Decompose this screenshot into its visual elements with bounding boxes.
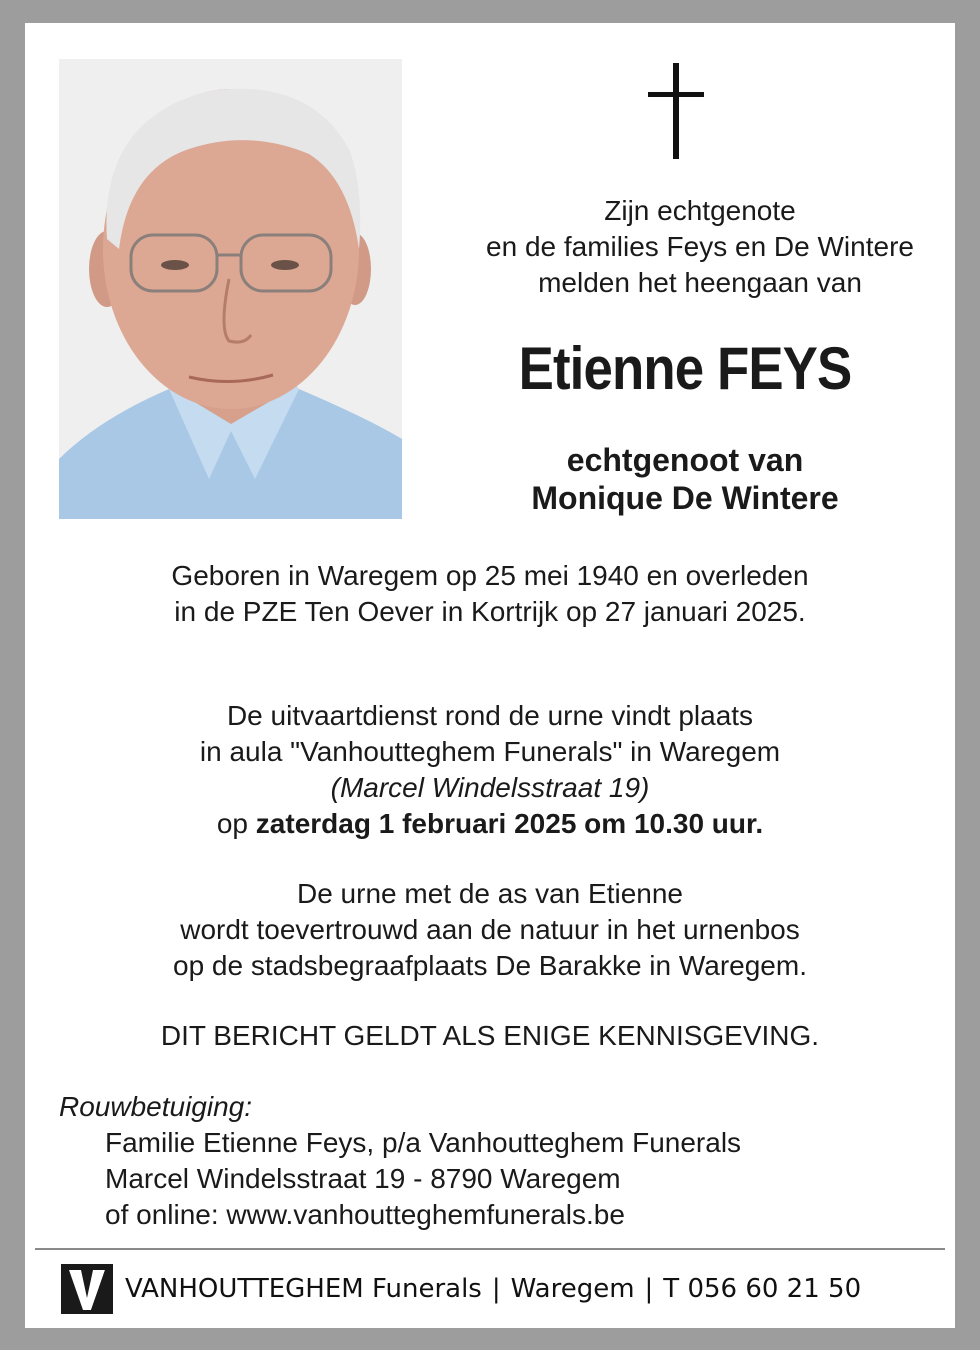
- service-line: in aula "Vanhoutteghem Funerals" in Waregem: [199, 736, 781, 767]
- footer-city: Waregem: [510, 1274, 635, 1304]
- condolences-line: Marcel Windelsstraat 19 - 8790 Waregem: [105, 1163, 621, 1194]
- service-date-line: [25, 806, 955, 842]
- birth-line: Geboren in Waregem op 25 mei 1940 en overleden: [171, 560, 809, 591]
- service-date-prefix: op: [216, 808, 249, 839]
- intro-line: melden het heengaan van: [538, 267, 862, 298]
- urn-line: wordt toevertrouwd aan de natuur in het urnenbos: [180, 914, 800, 945]
- death-notice-card: [25, 23, 955, 1328]
- notice-statement: DIT BERICHT GELDT ALS ENIGE KENNISGEVING.: [160, 1020, 820, 1051]
- announcement-intro: [405, 193, 980, 301]
- footer-separator: |: [491, 1274, 501, 1304]
- spouse-info: [405, 441, 965, 517]
- condolences-heading: Rouwbetuiging:: [59, 1091, 253, 1122]
- footer-company: VANHOUTTEGHEM Funerals: [125, 1274, 482, 1304]
- death-line: in de PZE Ten Oever in Kortrijk op 27 januari 2025.: [174, 596, 806, 627]
- vanhoutteghem-logo-icon: [61, 1264, 113, 1314]
- footer-phone: T 056 60 21 50: [663, 1274, 862, 1304]
- condolences-line: Familie Etienne Feys, p/a Vanhoutteghem Funerals: [105, 1127, 742, 1158]
- deceased-name: Etienne FEYS: [518, 335, 852, 402]
- cross-icon: [646, 63, 706, 159]
- condolences-website: of online: www.vanhoutteghemfunerals.be: [105, 1199, 625, 1230]
- intro-line: en de families Feys en De Wintere: [486, 231, 914, 262]
- footer-contact: [125, 1269, 861, 1309]
- service-address: (Marcel Windelsstraat 19): [330, 772, 650, 803]
- intro-line: Zijn echtgenote: [604, 195, 796, 226]
- urn-info: [25, 876, 955, 984]
- spouse-line: echtgenoot van: [566, 442, 804, 478]
- footer-separator: |: [644, 1274, 654, 1304]
- footer-divider: [35, 1248, 945, 1250]
- urn-line: op de stadsbegraafplaats De Barakke in Waregem.: [173, 950, 807, 981]
- portrait-photo: [59, 59, 402, 519]
- condolences-address: [105, 1125, 741, 1233]
- service-date: zaterdag 1 februari 2025 om 10.30 uur.: [255, 808, 764, 839]
- birth-death-info: [25, 558, 955, 630]
- service-line: De uitvaartdienst rond de urne vindt plaats: [226, 700, 754, 731]
- funeral-service-info: [25, 698, 955, 842]
- funeral-home-footer: [61, 1261, 941, 1317]
- spouse-name: Monique De Wintere: [531, 480, 839, 516]
- urn-line: De urne met de as van Etienne: [296, 878, 683, 909]
